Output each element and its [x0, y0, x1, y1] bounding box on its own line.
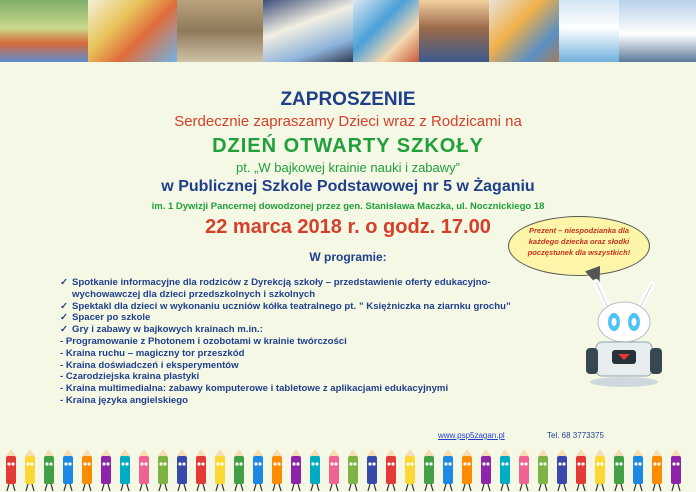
pencil-character-icon [367, 449, 377, 491]
pencil-character-icon [481, 449, 491, 491]
header-photo-strip [0, 0, 696, 62]
photo-classroom-tables [88, 0, 177, 62]
pencil-character-icon [462, 449, 472, 491]
programme-item-text: - Kraina ruchu – magiczny tor przeszkód [60, 347, 245, 359]
photo-classroom [177, 0, 263, 62]
checkmark-icon: ✓ [60, 300, 69, 312]
photo-children-computers [353, 0, 419, 62]
pencil-character-icon [405, 449, 415, 491]
pencil-character-icon [576, 449, 586, 491]
pencil-character-icon [253, 449, 263, 491]
pencil-character-icon [329, 449, 339, 491]
photo-winter-ski-trip [619, 0, 696, 62]
programme-item [60, 360, 580, 372]
photo-children-robots [489, 0, 559, 62]
programme-heading: W programie: [309, 250, 387, 264]
programme-item [60, 324, 580, 336]
programme-item [60, 383, 580, 395]
programme-item [60, 336, 580, 348]
pencil-character-icon [386, 449, 396, 491]
pencil-character-icon [272, 449, 282, 491]
school-address: im. 1 Dywizji Pancernej dowodzonej przez gen. Stanisława Maczka, ul. Nocznickiego 18 [151, 201, 545, 212]
pencil-character-icon [82, 449, 92, 491]
pencil-character-icon [44, 449, 54, 491]
programme-item-text: Spacer po szkole [72, 312, 151, 324]
invitation-line: Serdecznie zapraszamy Dzieci wraz z Rodzicami na [174, 113, 522, 130]
pencil-border [0, 448, 696, 492]
website-link[interactable]: www.psp5zagan.pl [438, 431, 505, 440]
programme-item [60, 277, 580, 289]
checkmark-icon: ✓ [60, 277, 69, 288]
programme-item-text: - Kraina multimedialna: zabawy komputerowe i tabletowe z aplikacjami edukacyjnymi [60, 383, 449, 395]
photo-classroom-play-area [0, 0, 88, 62]
pencil-character-icon [6, 449, 16, 491]
photo-interactive-board [559, 0, 619, 62]
pencil-character-icon [519, 449, 529, 491]
programme-item-text: - Programowanie z Photonem i ozobotami w krainie twórczości [60, 335, 347, 347]
programme-item [60, 395, 580, 407]
checkmark-icon: ✓ [60, 324, 69, 336]
gift-bubble-text: Prezent – niespodzianka dla każdego dziecka oraz słodki poczęstunek dla wszystkich! [527, 226, 631, 257]
programme-item-text: wychowawczej dla dzieci przedszkolnych i szkolnych [72, 288, 316, 300]
programme-item-text: - Kraina doświadczeń i eksperymentów [60, 359, 239, 371]
pencil-character-icon [595, 449, 605, 491]
pencil-character-icon [652, 449, 662, 491]
event-subtitle: pt. „W bajkowej krainie nauki i zabawy” [236, 160, 460, 175]
pencil-character-icon [291, 449, 301, 491]
pencil-character-icon [557, 449, 567, 491]
pencil-character-icon [63, 449, 73, 491]
programme-item [60, 371, 580, 383]
programme-item [60, 348, 580, 360]
pencil-character-icon [348, 449, 358, 491]
pencil-character-icon [177, 449, 187, 491]
pencil-character-icon [234, 449, 244, 491]
pencil-character-icon [196, 449, 206, 491]
school-name: w Publicznej Szkole Podstawowej nr 5 w Żaganiu [161, 178, 535, 195]
pencil-character-icon [500, 449, 510, 491]
phone-number: Tel. 68 3773375 [547, 431, 604, 440]
pencil-character-icon [614, 449, 624, 491]
pencil-character-icon [25, 449, 35, 491]
programme-item-text: Gry i zabawy w bajkowych krainach m.in.: [72, 324, 263, 336]
pencil-character-icon [139, 449, 149, 491]
programme-list [60, 277, 580, 407]
pencil-character-icon [120, 449, 130, 491]
checkmark-icon: ✓ [60, 312, 69, 324]
photo-children-activity [419, 0, 489, 62]
event-name: DZIEŃ OTWARTY SZKOŁY [212, 135, 484, 157]
pencil-character-icon [101, 449, 111, 491]
programme-item [60, 312, 580, 324]
pencil-character-icon [424, 449, 434, 491]
pencil-character-icon [310, 449, 320, 491]
robot-icon [574, 278, 674, 390]
programme-item-text: - Czarodziejska kraina plastyki [60, 371, 200, 383]
programme-item-text: Spektakl dla dzieci w wykonaniu uczniów kółka teatralnego pt. ” Księżniczka na ziarnku grochu” [72, 300, 511, 312]
pencil-character-icon [215, 449, 225, 491]
programme-item-text: Spotkanie informacyjne dla rodziców z Dyrekcją szkoły – przedstawienie oferty edukacyjno- [72, 277, 491, 288]
photo-children-tablets [263, 0, 353, 62]
pencil-character-icon [633, 449, 643, 491]
programme-item [60, 289, 580, 301]
event-date: 22 marca 2018 r. o godz. 17.00 [205, 216, 491, 238]
pencil-character-icon [538, 449, 548, 491]
gift-speech-bubble [508, 216, 650, 276]
programme-item [60, 301, 580, 313]
pencil-character-icon [158, 449, 168, 491]
pencil-character-icon [443, 449, 453, 491]
invitation-title: ZAPROSZENIE [280, 89, 416, 110]
programme-item-text: - Kraina języka angielskiego [60, 394, 188, 406]
pencil-character-icon [671, 449, 681, 491]
